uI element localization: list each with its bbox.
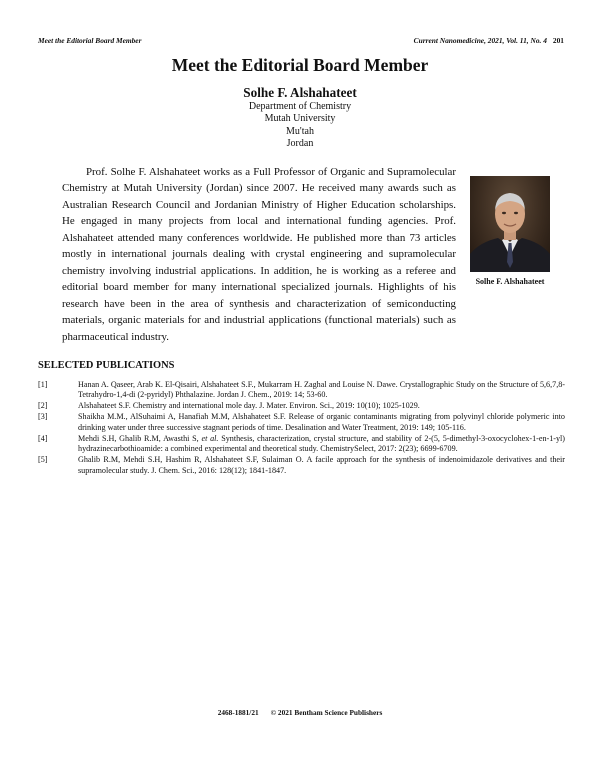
publication-text-authors: Mehdi S.H, Ghalib R.M, Awasthi S, <box>78 433 202 443</box>
publication-number: [2] <box>38 401 48 411</box>
footer-issn: 2468-1881/21 <box>217 708 259 717</box>
running-header-section: Meet the Editorial Board Member <box>38 36 142 45</box>
publication-text: Alshahateet S.F. Chemistry and international mole day. J. Mater. Environ. Sci., 2019: 10(10); 1025-1029. <box>78 401 420 411</box>
publication-item <box>38 401 565 411</box>
publications-heading: SELECTED PUBLICATIONS <box>38 360 175 371</box>
affiliation-city: Mu'tah <box>286 125 314 137</box>
publication-item <box>38 434 565 455</box>
publication-number: [3] <box>38 412 48 422</box>
publication-text-rest: Synthesis, characterization, crystal structure, and stability of 2-(5, 5-dimethyl-3-oxocyclohex-1-en-1-yl) hydrazinecarbothioamide: a combined experimental and theoretical study. ChemistrySelect, 2017: 2(23); 6699-6709. <box>78 433 566 454</box>
page-footer <box>0 708 600 717</box>
publication-text: Ghalib R.M, Mehdi S.H, Hashim R, Alshahateet S.F, Sulaiman O. A facile approach for the synthesis of indenoimidazole derivatives and their supramolecular study. J. Chem. Sci., 2016: 128(12); 1841-1847. <box>78 455 565 475</box>
publication-number: [4] <box>38 433 48 443</box>
biography-text: Prof. Solhe F. Alshahateet works as a Full Professor of Organic and Supramolecular Chemistry at Mutah University (Jordan) since 2007. He received many awards such as Australian Research Council and Jordanian Ministry of Higher Education scholarships. He engaged in many projects from local and international funding agencies. Prof. Alshahateet attended many conferences worldwide. He published more than 73 articles mostly in international journals dealing with crystal engineering and supramolecular chemistry involving industrial applications. In addition, he is working as a referee and editorial board member for many international specialized journals. Highlights of his research have been in the area of synthesis and characterization of semiconducting materials, organic materials for and industrial applications (functional materials) such as pharmaceutical industry. <box>62 166 456 343</box>
footer-copyright: © 2021 Bentham Science Publishers <box>270 708 383 717</box>
publication-item <box>38 412 565 433</box>
portrait-illustration <box>470 176 550 272</box>
publication-et-al: et al. <box>201 433 219 443</box>
publication-text: Shaikha M.M., AlSuhaimi A, Hanafiah M.M, Alshahateet S.F. Release of organic contaminants migrating from polyvinyl chloride polymeric into drinking water under three successive stagnant periods of time. Desalination and Water Treatment, 2019: 149; 105-116. <box>78 412 565 432</box>
biography <box>62 164 456 345</box>
affiliation-country: Jordan <box>286 137 314 149</box>
publication-item <box>38 455 565 476</box>
publication-number: [5] <box>38 455 48 465</box>
article-title: Meet the Editorial Board Member <box>171 55 429 75</box>
publication-number: [1] <box>38 380 48 389</box>
affiliation <box>0 101 600 150</box>
journal-citation: Current Nanomedicine, 2021, Vol. 11, No. 4 <box>413 36 547 45</box>
publication-item <box>38 380 565 401</box>
affiliation-department: Department of Chemistry <box>248 101 352 112</box>
photo-caption: Solhe F. Alshahateet <box>475 277 545 286</box>
page-number: 201 <box>552 36 564 45</box>
publication-text: Hanan A. Qaseer, Arab K. El-Qisairi, Alshahateet S.F., Mukarram H. Zaghal and Louise N. Dawe. Crystallographic Study on the Structure of 5,6,7,8-Tetrahydro-1,4-di (2-pyridyl) Phthalazine. Jordan J. Chem., 2019: 14; 53-60. <box>78 380 565 400</box>
publications-list <box>38 380 565 477</box>
member-name: Solhe F. Alshahateet <box>243 85 357 100</box>
affiliation-university: Mutah University <box>264 113 336 125</box>
portrait-photo <box>470 176 550 272</box>
running-header-journal <box>414 36 564 45</box>
